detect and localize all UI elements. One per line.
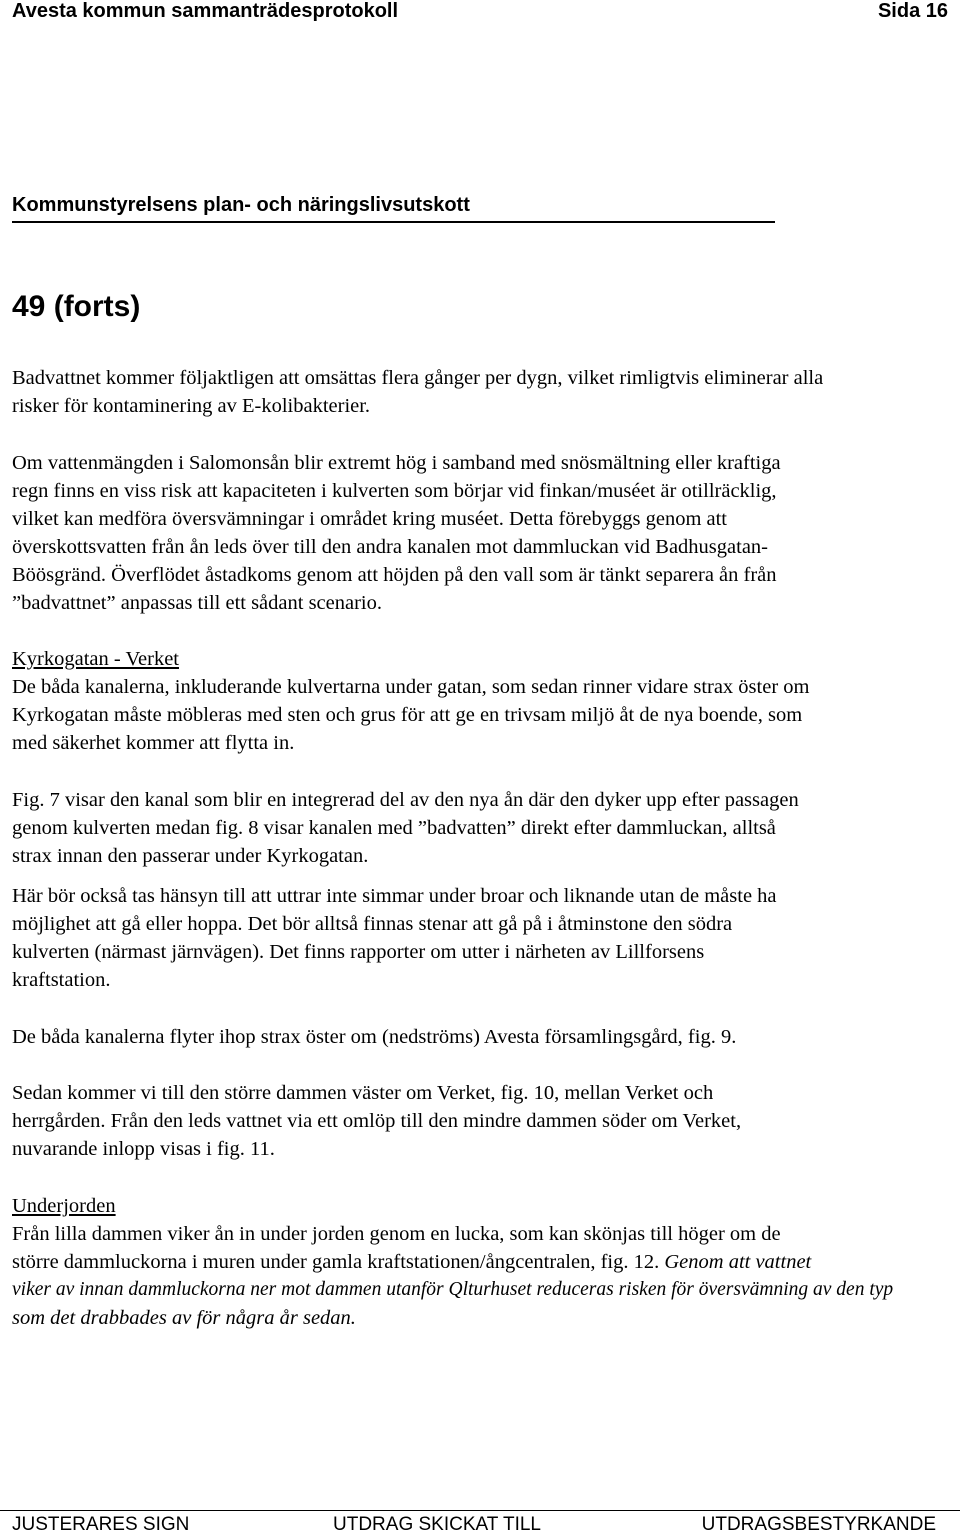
- text-line: Från lilla dammen viker ån in under jorden genom en lucka, som kan skönjas till höger om de: [12, 1223, 781, 1245]
- page-number: Sida 16: [877, 0, 948, 22]
- text-line: strax innan den passerar under Kyrkogatan.: [12, 845, 369, 867]
- text-line: Badvattnet kommer följaktligen att omsättas flera gånger per dygn, vilket rimligtvis eliminerar alla: [12, 367, 824, 389]
- text-line: regn finns en viss risk att kapaciteten i kulverten som börjar vid finkan/muséet är otillräcklig,: [12, 480, 777, 502]
- paragraph-dammen: [12, 1079, 956, 1163]
- paragraph-badvattnet: [12, 364, 956, 420]
- committee-underline: [12, 221, 775, 223]
- text-line: med säkerhet kommer att flytta in.: [12, 732, 295, 754]
- text-line: De båda kanalerna flyter ihop strax öster om (nedströms) Avesta församlingsgård, fig. 9.: [12, 1026, 737, 1048]
- section-title: 49 (forts): [12, 290, 141, 323]
- paragraph-salomonsan: [12, 449, 956, 617]
- paragraph-uttrar: [12, 882, 956, 994]
- text-line: [12, 1248, 956, 1276]
- subheading-underjorden: Underjorden: [12, 1195, 116, 1217]
- footer-sent-label: UTDRAG SKICKAT TILL: [333, 1514, 541, 1535]
- text-line: risker för kontaminering av E-kolibakterier.: [12, 395, 371, 417]
- footer-divider: [0, 1510, 960, 1511]
- text-line: överskottsvatten från ån leds över till den andra kanalen mot dammluckan vid Badhusgatan-: [12, 536, 768, 558]
- text-line: Fig. 7 visar den kanal som blir en integrerad del av den nya ån där den dyker upp efter passagen: [12, 789, 799, 811]
- text-line-normal: större dammluckorna i muren under gamla kraftstationen/ångcentralen, fig. 12.: [12, 1251, 665, 1273]
- text-line: nuvarande inlopp visas i fig. 11.: [12, 1138, 275, 1160]
- text-line: Böösgränd. Överflödet åstadkoms genom att höjden på den vall som är tänkt separera ån från: [12, 564, 777, 586]
- text-line: möjlighet att gå eller hoppa. Det bör alltså finnas stenar att gå på i åtminstone den södra: [12, 913, 733, 935]
- text-line: vilket kan medföra översvämningar i området kring muséet. Detta förebyggs genom att: [12, 508, 728, 530]
- committee-heading: Kommunstyrelsens plan- och näringslivsutskott: [12, 194, 470, 216]
- text-line-italic: Genom att vattnet: [664, 1251, 812, 1273]
- text-line: genom kulverten medan fig. 8 visar kanalen med ”badvatten” direkt efter dammluckan, alltså: [12, 817, 776, 839]
- footer-certify-label: UTDRAGSBESTYRKANDE: [701, 1514, 936, 1535]
- paragraph-forsamlingsgard: [12, 1023, 956, 1051]
- subheading-kyrkogatan: Kyrkogatan - Verket: [12, 648, 179, 670]
- text-line: kraftstation.: [12, 969, 111, 991]
- footer-signature-label: JUSTERARES SIGN: [12, 1514, 190, 1535]
- paragraph-kyrkogatan: [12, 645, 956, 757]
- text-line: Om vattenmängden i Salomonsån blir extremt hög i samband med snösmältning eller kraftiga: [12, 452, 781, 474]
- text-line: De båda kanalerna, inkluderande kulvertarna under gatan, som sedan rinner vidare strax öster om: [12, 676, 810, 698]
- text-line: Sedan kommer vi till den större dammen väster om Verket, fig. 10, mellan Verket och: [12, 1082, 714, 1104]
- paragraph-fig7: [12, 786, 956, 870]
- text-line-italic: som det drabbades av för några år sedan.: [12, 1307, 356, 1329]
- text-line: Kyrkogatan måste möbleras med sten och grus för att ge en trivsam miljö åt de nya boende, som: [12, 704, 803, 726]
- paragraph-underjorden: [12, 1192, 956, 1332]
- text-line-italic: viker av innan dammluckorna ner mot dammen utanför Qlturhuset reduceras risken för översvämning av den typ: [12, 1279, 894, 1300]
- text-line: kulverten (närmast järnvägen). Det finns rapporter om utter i närheten av Lillforsens: [12, 941, 705, 963]
- text-line: Här bör också tas hänsyn till att uttrar inte simmar under broar och liknande utan de måste ha: [12, 885, 777, 907]
- text-line: ”badvattnet” anpassas till ett sådant scenario.: [12, 592, 383, 614]
- document-title: Avesta kommun sammanträdesprotokoll: [12, 0, 399, 22]
- text-line: herrgården. Från den leds vattnet via ett omlöp till den mindre dammen söder om Verket,: [12, 1110, 742, 1132]
